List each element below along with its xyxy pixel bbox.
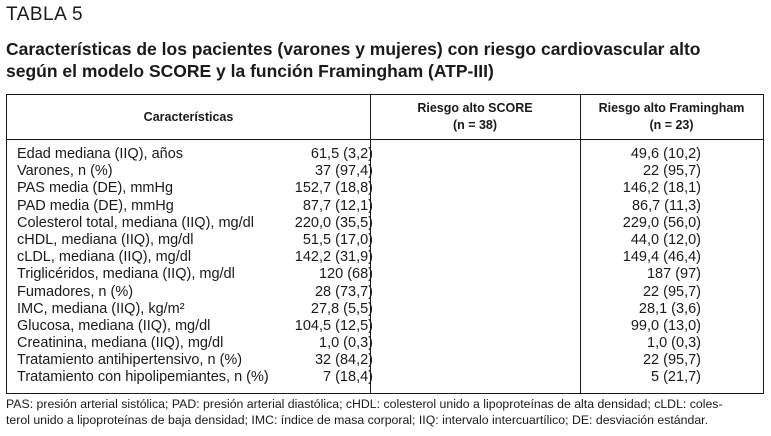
row-framingham-value: 149,4 (46,4) (622, 249, 701, 266)
row-label: Colesterol total, mediana (IIQ), mg/dl (17, 214, 254, 231)
row-score-value: 142,2 (31,9) (294, 249, 373, 266)
column-header-framingham-title: Riesgo alto Framingham (598, 101, 745, 115)
table-row (7, 266, 763, 283)
column-header-framingham (580, 95, 763, 139)
column-header-characteristics-label: Características (143, 109, 234, 124)
row-label: Glucosa, mediana (IIQ), mg/dl (17, 317, 211, 334)
row-score-value: 27,8 (5,5) (310, 300, 373, 317)
footnote-line-1: PAS: presión arterial sistólica; PAD: presión arterial diastólica; cHDL: colesterol unido a lipoproteínas de alta densidad; cLDL: coles- (6, 397, 723, 411)
row-framingham-value: 44,0 (12,0) (630, 231, 701, 248)
row-framingham-value: 86,7 (11,3) (631, 197, 701, 214)
row-label: PAD media (DE), mmHg (17, 197, 174, 214)
row-framingham-value: 1,0 (0,3) (647, 335, 701, 352)
table-title-line-1: Características de los pacientes (varones y mujeres) con riesgo cardiovascular alto (6, 39, 701, 59)
row-score-value: 51,5 (17,0) (302, 231, 373, 248)
table-row (7, 284, 763, 301)
row-label: Edad mediana (IIQ), años (17, 146, 184, 162)
row-framingham-value: 5 (21,7) (651, 369, 701, 386)
row-label: IMC, mediana (IIQ), kg/m² (17, 300, 185, 317)
row-score-value: 120 (68) (318, 266, 373, 283)
row-framingham-value: 22 (95,7) (642, 352, 701, 369)
row-score-value: 220,0 (35,5) (294, 214, 373, 231)
table-row (7, 318, 763, 335)
table-footnote (6, 396, 766, 428)
row-score-value: 104,5 (12,5) (294, 317, 373, 334)
table-title (6, 38, 766, 82)
row-label: PAS media (DE), mmHg (17, 180, 174, 197)
row-score-value: 87,7 (12,1) (302, 197, 373, 214)
row-score-value: 61,5 (3,2) (310, 146, 373, 162)
row-score-value: 28 (73,7) (314, 283, 373, 300)
row-label: cHDL, mediana (IIQ), mg/dl (17, 231, 194, 248)
row-label: Tratamiento antihipertensivo, n (%) (17, 352, 243, 369)
table-number-label: TABLA 5 (6, 4, 84, 25)
row-label: Varones, n (%) (17, 163, 113, 180)
footnote-line-2: terol unido a lipoproteínas de baja densidad; IMC: índice de masa corporal; IIQ: intervalo intercuartílico; DE: desviación estándar. (6, 413, 708, 427)
column-header-score-title: Riesgo alto SCORE (417, 101, 533, 115)
row-label: Fumadores, n (%) (17, 283, 134, 300)
row-framingham-value: 28,1 (3,6) (638, 300, 701, 317)
table-row (7, 198, 763, 215)
row-framingham-value: 49,6 (10,2) (630, 146, 701, 162)
table-row (7, 215, 763, 232)
table-title-line-2: según el modelo SCORE y la función Framingham (ATP-III) (6, 61, 494, 81)
table-row (7, 335, 763, 352)
row-framingham-value: 187 (97) (646, 266, 701, 283)
table-row (7, 232, 763, 249)
column-header-score (370, 95, 580, 139)
row-score-value: 7 (18,4) (323, 369, 373, 386)
table-row (7, 146, 763, 163)
row-label: Triglicéridos, mediana (IIQ), mg/dl (17, 266, 235, 283)
header-divider (7, 139, 763, 140)
column-header-score-count: (n = 38) (452, 118, 498, 132)
row-label: cLDL, mediana (IIQ), mg/dl (17, 249, 192, 266)
table-row (7, 249, 763, 266)
row-label: Creatinina, mediana (IIQ), mg/dl (17, 335, 224, 352)
table-row (7, 369, 763, 386)
row-framingham-value: 22 (95,7) (642, 283, 701, 300)
table-row (7, 163, 763, 180)
row-label: Tratamiento con hipolipemiantes, n (%) (17, 369, 269, 386)
table-body (7, 146, 763, 387)
row-framingham-value: 146,2 (18,1) (622, 180, 701, 197)
table-row (7, 180, 763, 197)
table-row (7, 352, 763, 369)
row-score-value: 32 (84,2) (314, 352, 373, 369)
row-score-value: 1,0 (0,3) (319, 335, 373, 352)
row-score-value: 152,7 (18,8) (294, 180, 373, 197)
row-framingham-value: 229,0 (56,0) (622, 214, 701, 231)
column-header-framingham-count: (n = 23) (649, 118, 694, 132)
row-framingham-value: 99,0 (13,0) (630, 317, 701, 334)
data-table (6, 94, 764, 394)
row-score-value: 37 (97,4) (314, 163, 373, 180)
row-framingham-value: 22 (95,7) (642, 163, 701, 180)
table-row (7, 301, 763, 318)
column-header-characteristics (7, 95, 370, 139)
